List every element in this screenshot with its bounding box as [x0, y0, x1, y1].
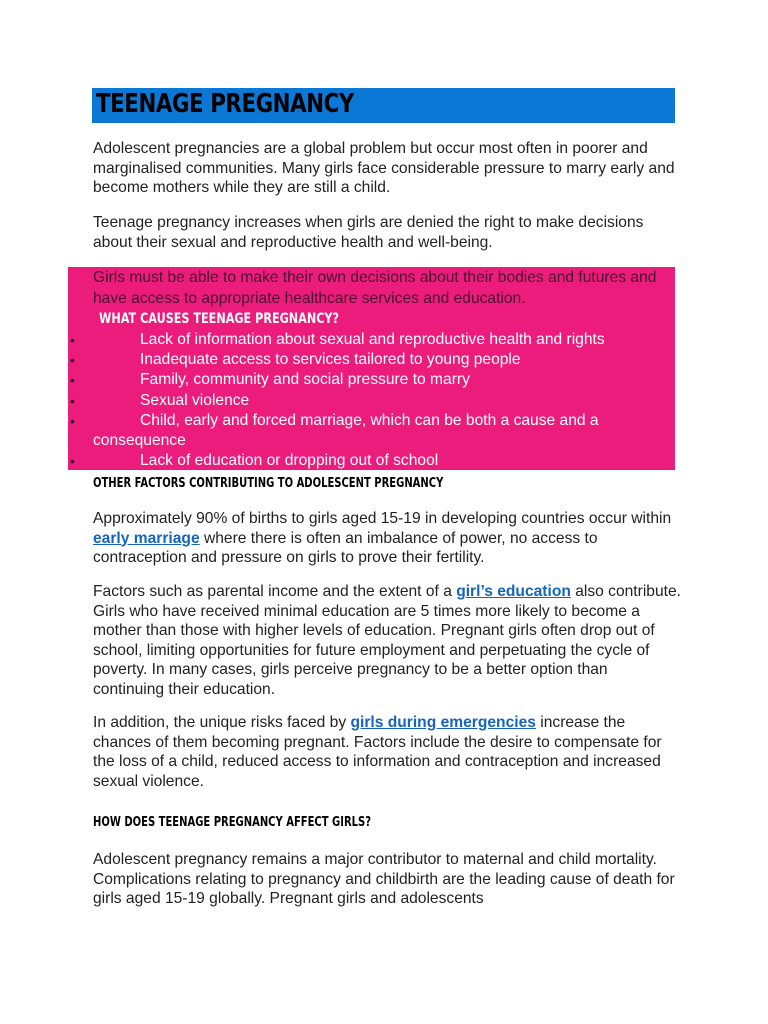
- list-item: [68, 391, 675, 411]
- paragraph-text: increase the chances of them becoming pregnant. Factors include the desire to compensate for the loss of a child, reduced access to information and contraception and increased sexual violence.: [93, 714, 662, 790]
- cause-text: Inadequate access to services tailored to young people: [140, 351, 521, 369]
- link-girls-education[interactable]: girl’s education: [456, 583, 571, 600]
- highlight-intro: Girls must be able to make their own decisions about their bodies and futures and have access to appropriate healthcare services and education.: [93, 269, 657, 307]
- list-item: [68, 330, 675, 350]
- highlight-box: [68, 267, 675, 470]
- paragraph-text: where there is often an imbalance of power, no access to contraception and pressure on girls to prove their fertility.: [93, 529, 598, 566]
- intro-paragraph-2: Teenage pregnancy increases when girls are denied the right to make decisions about their sexual and reproductive health and well-being.: [93, 214, 644, 251]
- other-factors-paragraph-1: [93, 509, 683, 568]
- bullet-icon: •: [70, 412, 75, 429]
- section-heading-affect-girls: HOW DOES TEENAGE PREGNANCY AFFECT GIRLS?: [93, 814, 372, 830]
- cause-text: Child, early and forced marriage, which can be both a cause and a consequence: [93, 411, 599, 450]
- list-item: [68, 350, 675, 370]
- list-item: [68, 411, 675, 451]
- cause-text: Family, community and social pressure to marry: [140, 371, 470, 389]
- affect-girls-paragraph-1: Adolescent pregnancy remains a major contributor to maternal and child mortality. Complications relating to pregnancy and childbirth are the leading cause of death for girls aged 15-19 globally. Pregnant girls and adolescents: [93, 851, 675, 907]
- bullet-icon: •: [70, 392, 75, 409]
- paragraph-text: Factors such as parental income and the extent of a: [93, 583, 457, 600]
- bullet-icon: •: [70, 352, 75, 369]
- intro-paragraph-1: Adolescent pregnancies are a global problem but occur most often in poorer and marginalised communities. Many girls face considerable pressure to marry early and become mothers while they are still a child.: [93, 140, 675, 196]
- bullet-icon: •: [70, 453, 75, 470]
- paragraph-text: also contribute. Girls who have received minimal education are 5 times more likely to become a mother than those with higher levels of education. Pregnant girls often drop out of school, limiting opportunities for future employment and perpetuating the cycle of poverty. In many cases, girls perceive pregnancy to be a better option than continuing their education.: [93, 583, 681, 698]
- section-heading-other-factors: OTHER FACTORS CONTRIBUTING TO ADOLESCENT PREGNANCY: [93, 475, 444, 491]
- paragraph-text: In addition, the unique risks faced by: [93, 714, 351, 731]
- link-early-marriage[interactable]: early marriage: [93, 529, 200, 547]
- causes-list: [68, 330, 675, 471]
- other-factors-paragraph-2: [93, 582, 683, 699]
- cause-text: Lack of information about sexual and reproductive health and rights: [140, 331, 605, 348]
- causes-heading: WHAT CAUSES TEENAGE PREGNANCY?: [99, 311, 340, 327]
- cause-text: Sexual violence: [140, 391, 250, 409]
- paragraph-text: Approximately 90% of births to girls aged 15-19 in developing countries occur within: [93, 510, 672, 527]
- cause-text: Lack of education or dropping out of school: [140, 452, 439, 470]
- list-item: [68, 451, 675, 471]
- title-banner: [92, 88, 675, 123]
- bullet-icon: •: [70, 372, 75, 389]
- other-factors-paragraph-3: [93, 713, 683, 791]
- page-title: TEENAGE PREGNANCY: [96, 89, 354, 119]
- bullet-icon: •: [70, 332, 75, 348]
- link-girls-during-emergencies[interactable]: girls during emergencies: [350, 714, 536, 731]
- list-item: [68, 370, 675, 390]
